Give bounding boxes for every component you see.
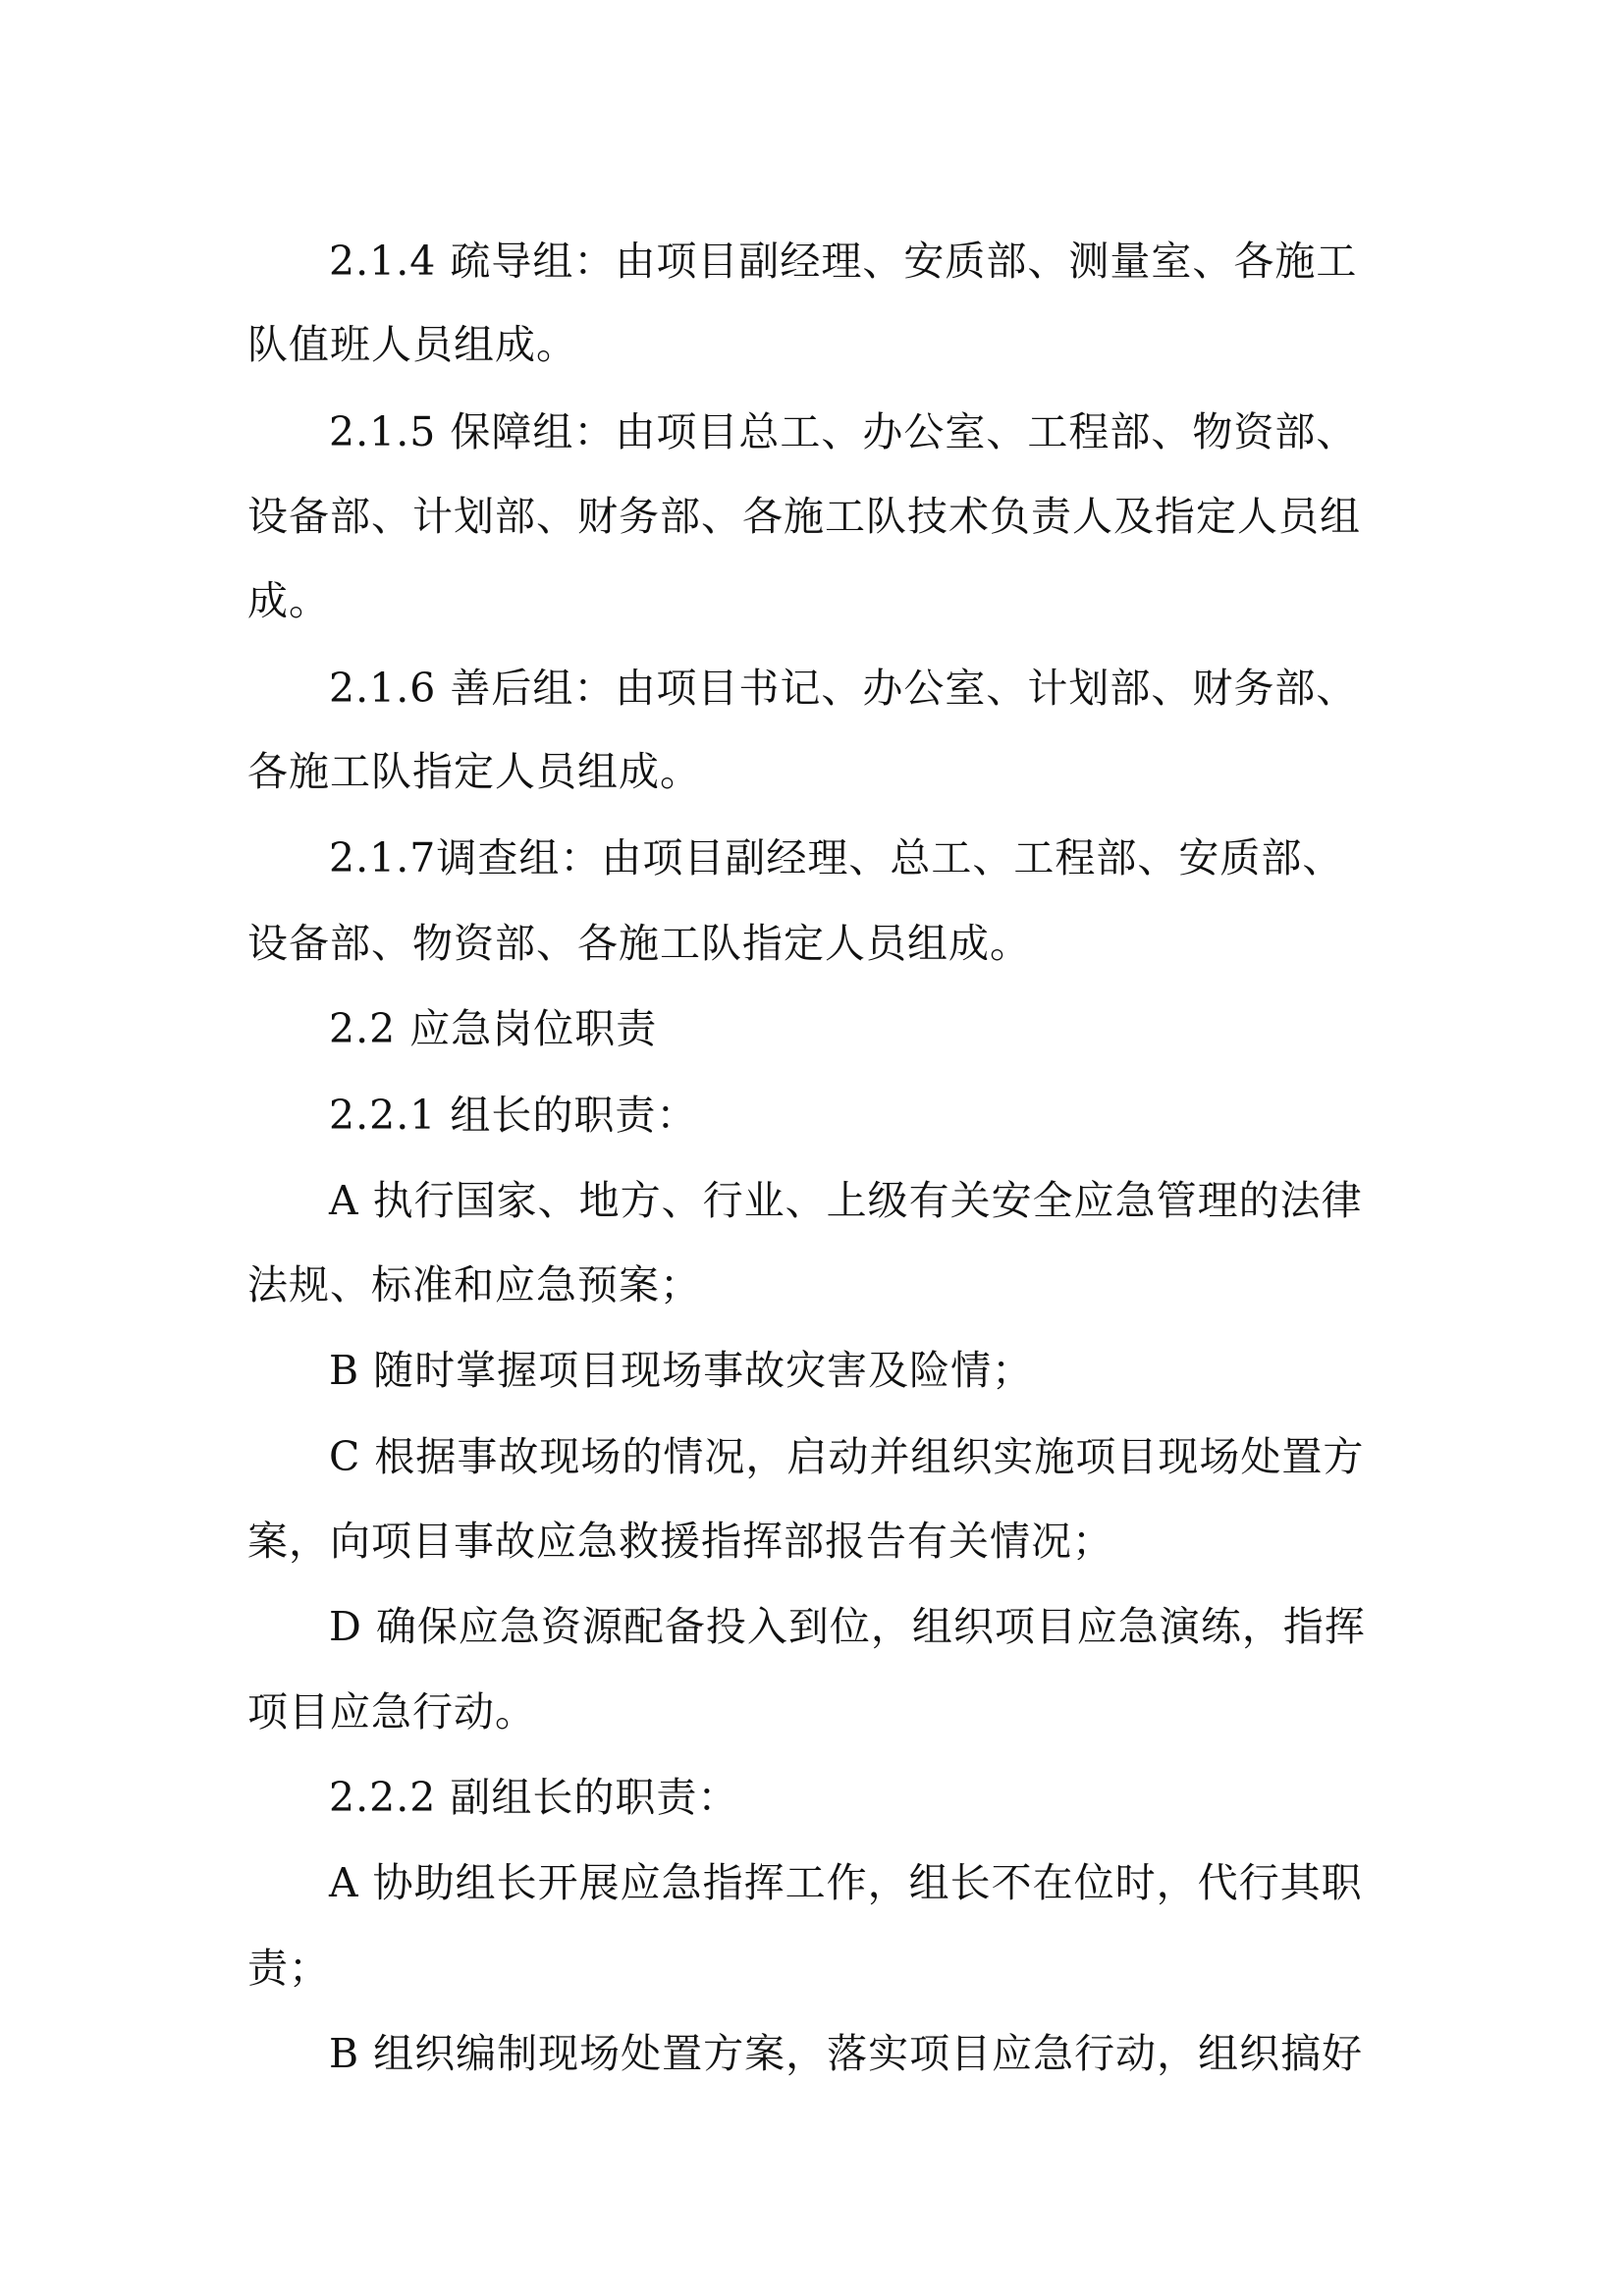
paragraph-2-2-1-a-line-2: 法规、标准和应急预案； [247, 1261, 701, 1308]
paragraph-2-2-2-a-line-2: 责； [247, 1945, 330, 1992]
subsection-heading-2-2-1: 2.2.1 组长的职责： [329, 1092, 698, 1139]
paragraph-2-1-7-line-2: 设备部、物资部、各施工队指定人员组成。 [247, 920, 1031, 967]
section-heading-2-2: 2.2 应急岗位职责 [329, 1005, 658, 1052]
paragraph-2-1-4-line-2: 队值班人员组成。 [247, 321, 577, 368]
subsection-heading-2-2-2: 2.2.2 副组长的职责： [329, 1774, 739, 1821]
paragraph-2-2-1-c-line-1: C 根据事故现场的情况，启动并组织实施项目现场处置方 [329, 1433, 1365, 1480]
paragraph-2-1-5-line-1: 2.1.5 保障组：由项目总工、办公室、工程部、物资部、 [329, 408, 1358, 455]
paragraph-2-2-1-b-line-1: B 随时掌握项目现场事故灾害及险情； [329, 1347, 1034, 1394]
paragraph-2-1-7-line-1: 2.1.7调查组：由项目副经理、总工、工程部、安质部、 [329, 834, 1344, 881]
paragraph-2-1-4-line-1: 2.1.4 疏导组：由项目副经理、安质部、测量室、各施工 [329, 238, 1358, 285]
paragraph-2-2-1-d-line-1: D 确保应急资源配备投入到位，组织项目应急演练，指挥 [329, 1603, 1366, 1650]
paragraph-2-1-5-line-2: 设备部、计划部、财务部、各施工队技术负责人及指定人员组 [247, 493, 1361, 540]
paragraph-2-1-6-line-2: 各施工队指定人员组成。 [247, 748, 701, 795]
paragraph-2-2-1-d-line-2: 项目应急行动。 [247, 1688, 536, 1735]
paragraph-2-2-1-c-line-2: 案，向项目事故应急救援指挥部报告有关情况； [247, 1518, 1113, 1565]
paragraph-2-2-2-b-line-1: B 组织编制现场处置方案，落实项目应急行动，组织搞好 [329, 2030, 1364, 2077]
paragraph-2-2-2-a-line-1: A 协助组长开展应急指挥工作，组长不在位时，代行其职 [329, 1859, 1363, 1906]
paragraph-2-1-5-line-3: 成。 [247, 577, 330, 624]
paragraph-2-1-6-line-1: 2.1.6 善后组：由项目书记、办公室、计划部、财务部、 [329, 665, 1358, 712]
paragraph-2-2-1-a-line-1: A 执行国家、地方、行业、上级有关安全应急管理的法律 [329, 1177, 1363, 1224]
